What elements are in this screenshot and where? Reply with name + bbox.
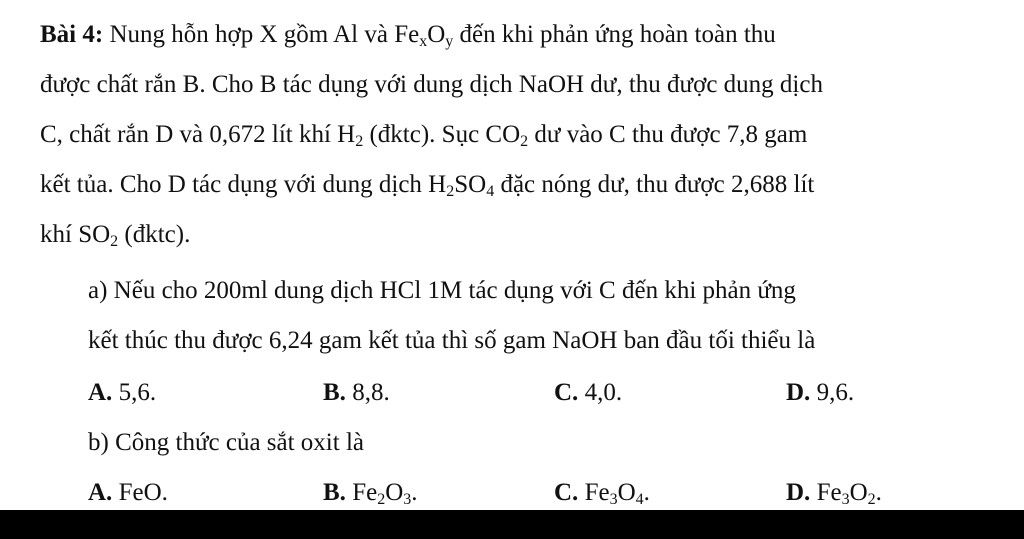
part-a-option-b: B. 8,8. <box>323 379 390 406</box>
part-b-option-b: B. $Fe_2O_3$. <box>323 479 418 508</box>
part-a-option-c: C. 4,0. <box>554 379 623 406</box>
problem-line-5: khí $SO_2$ (đktc). <box>40 221 191 250</box>
part-a-line-1: a) Nếu cho 200ml dung dịch HCl 1M tác dụng với C đến khi phản ứng <box>88 277 796 304</box>
problem-line-2: được chất rắn B. Cho B tác dụng với dung dịch NaOH dư, thu được dung dịch <box>40 71 823 98</box>
part-a-option-a: A. 5,6. <box>88 379 157 406</box>
part-b-option-a: A. FeO. <box>88 479 168 506</box>
part-a-line-2: kết thúc thu được 6,24 gam kết tủa thì số gam NaOH ban đầu tối thiểu là <box>88 327 816 354</box>
problem-title: Bài 4: <box>40 21 104 48</box>
problem-line-1: Bài 4: Nung hỗn hợp X gồm Al và $Fe_xO_y$ đến khi phản ứng hoàn toàn thu <box>40 21 776 50</box>
part-b-line-1: b) Công thức của sắt oxit là <box>88 429 364 456</box>
part-b-option-c: C. $Fe_3O_4$. <box>554 479 650 508</box>
bottom-black-bar <box>0 510 1024 539</box>
problem-line-4: kết tủa. Cho D tác dụng với dung dịch $H_2SO_4$ đặc nóng dư, thu được 2,688 lít <box>40 171 815 200</box>
part-b-option-d: D. $Fe_3O_2$. <box>786 479 882 508</box>
problem-line-3: C, chất rắn D và 0,672 lít khí $H_2$ (đktc). Sục $CO_2$ dư vào C thu được 7,8 gam <box>40 121 808 150</box>
part-a-option-d: D. 9,6. <box>786 379 855 406</box>
